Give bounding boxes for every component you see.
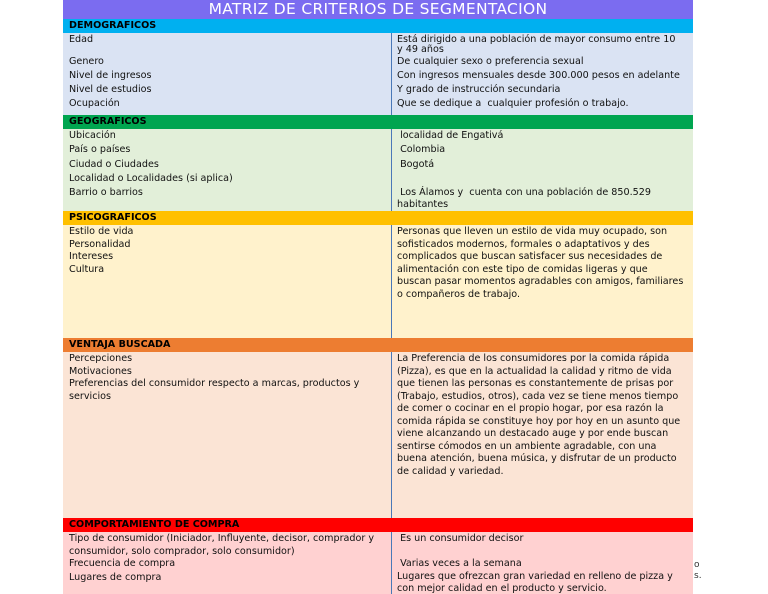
description-line: Colombia xyxy=(397,144,446,155)
description-line: sentirse cómodos en un ambiente agradable, con una xyxy=(397,440,657,452)
description-line: Que se dedique a cualquier profesión o trabajo. xyxy=(397,98,629,109)
criteria-item: consumidor, solo comprador, solo consumidor) xyxy=(69,545,295,557)
criteria-column xyxy=(63,33,392,115)
criteria-item: Ciudad o Ciudades xyxy=(69,159,159,170)
section-body xyxy=(63,129,693,211)
criteria-item: Tipo de consumidor (Iniciador, Influyente, decisor, comprador y xyxy=(69,533,375,544)
section-body xyxy=(63,532,693,594)
description-line: Lugares que ofrezcan gran variedad en relleno de pizza y xyxy=(397,570,673,582)
criteria-item: Ubicación xyxy=(69,130,116,141)
criteria-column xyxy=(63,352,392,518)
description-line: comida rápida se constituye hoy por hoy en un asunto que xyxy=(397,415,681,427)
criteria-item: País o países xyxy=(69,144,131,155)
criteria-item: Nivel de ingresos xyxy=(69,70,152,81)
criteria-item: Ocupación xyxy=(69,98,120,109)
description-line: de calidad y variedad. xyxy=(397,465,504,477)
description-line: viene alcanzando un destacado auge y por ende buscan xyxy=(397,428,669,439)
page-title: MATRIZ DE CRITERIOS DE SEGMENTACION xyxy=(63,0,693,19)
description-column xyxy=(392,33,693,115)
description-line xyxy=(397,546,687,559)
description-line xyxy=(397,173,687,187)
criteria-item: servicios xyxy=(69,390,111,402)
description-column xyxy=(392,129,693,211)
section-body xyxy=(63,352,693,518)
description-line: alimentación con este tipo de comidas ligeras y que xyxy=(397,263,648,275)
description-line: localidad de Engativá xyxy=(397,130,504,141)
description-line: Bogotá xyxy=(397,159,435,170)
section-heading: GEOGRAFICOS xyxy=(63,115,693,129)
criteria-item: Percepciones xyxy=(69,353,133,364)
description-line: que tienen las personas es constantemente de prisas por xyxy=(397,378,674,389)
criteria-item: Cultura xyxy=(69,263,105,275)
criteria-item: Intereses xyxy=(69,251,114,262)
section-demograficos xyxy=(63,19,693,115)
description-line: Y grado de instrucción secundaria xyxy=(397,84,561,95)
description-line: De cualquier sexo o preferencia sexual xyxy=(397,56,584,67)
description-line: Personas que lleven un estilo de vida muy ocupado, son xyxy=(397,226,668,237)
description-line: con mejor calidad en el producto y servicio. xyxy=(397,583,607,594)
criteria-item: Preferencias del consumidor respecto a marcas, productos y xyxy=(69,378,360,389)
description-line: Es un consumidor decisor xyxy=(397,533,524,544)
description-column xyxy=(392,225,693,338)
section-heading: PSICOGRAFICOS xyxy=(63,211,693,225)
section-body xyxy=(63,225,693,338)
criteria-item: Estilo de vida xyxy=(69,226,134,237)
description-line: (Trabajo, estudios, otros), cada vez se tiene menos tiempo xyxy=(397,390,679,402)
description-line: Los Álamos y cuenta con una población de 850.529 xyxy=(397,187,651,198)
description-line: Varias veces a la semana xyxy=(397,558,522,569)
description-column xyxy=(392,352,693,518)
criteria-item: Frecuencia de compra xyxy=(69,558,176,569)
description-column xyxy=(392,532,693,594)
section-geograficos xyxy=(63,115,693,211)
side-fragment: s. xyxy=(694,571,702,581)
section-body xyxy=(63,33,693,115)
description-line: o compañeros de trabajo. xyxy=(397,288,521,300)
description-line: (Pizza), es que en la actualidad la calidad y ritmo de vida xyxy=(397,365,672,377)
section-psicograficos xyxy=(63,211,693,338)
description-line: Con ingresos mensuales desde 300.000 pesos en adelante xyxy=(397,70,680,81)
section-ventaja-buscada xyxy=(63,338,693,518)
section-comportamiento-de-compra xyxy=(63,518,693,594)
description-line: complicados que buscan satisfacer sus necesidades de xyxy=(397,251,663,262)
side-fragment: o xyxy=(694,560,700,570)
criteria-item: Nivel de estudios xyxy=(69,84,152,95)
description-line: habitantes xyxy=(397,199,449,210)
criteria-item: Localidad o Localidades (si aplica) xyxy=(69,173,233,184)
description-line: sofisticados modernos, formales o adaptativos y des xyxy=(397,238,650,250)
criteria-item: Personalidad xyxy=(69,238,131,250)
description-line: buscan pasar momentos agradables con amigos, familiares xyxy=(397,276,684,287)
section-heading: COMPORTAMIENTO DE COMPRA xyxy=(63,518,693,532)
criteria-item: Edad xyxy=(69,34,94,45)
criteria-item: Lugares de compra xyxy=(69,572,162,583)
criteria-column xyxy=(63,129,392,211)
description-line: buena atención, buena música, y disfrutar de un producto xyxy=(397,453,677,464)
criteria-item: Barrio o barrios xyxy=(69,187,143,198)
description-line: La Preferencia de los consumidores por la comida rápida xyxy=(397,353,670,364)
section-heading: DEMOGRAFICOS xyxy=(63,19,693,33)
description-line: y 49 años xyxy=(397,44,444,55)
segmentation-matrix-page xyxy=(63,0,693,594)
criteria-item: Motivaciones xyxy=(69,365,132,377)
section-heading: VENTAJA BUSCADA xyxy=(63,338,693,352)
criteria-column xyxy=(63,225,392,338)
criteria-column xyxy=(63,532,392,594)
description-line: Está dirigido a una población de mayor consumo entre 10 xyxy=(397,34,676,45)
description-line: de comer o cocinar en el propio hogar, por esa razón la xyxy=(397,403,664,414)
clipped-side-text xyxy=(694,560,706,582)
criteria-item: Genero xyxy=(69,56,104,67)
